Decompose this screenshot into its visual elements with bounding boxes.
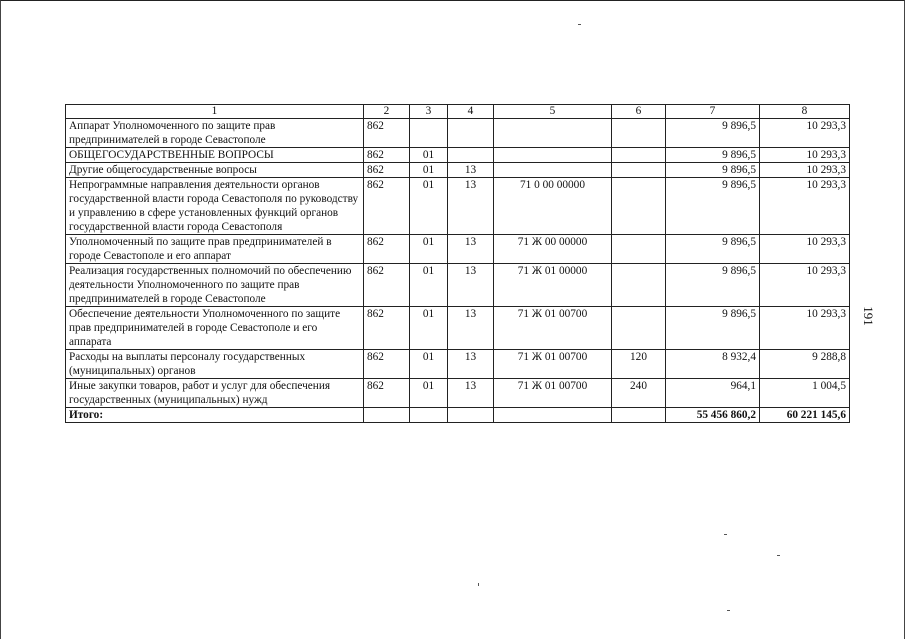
cell-amount-7: 964,1 [666,379,760,408]
cell-section: 01 [410,379,448,408]
cell-target-article: 71 Ж 00 00000 [494,235,612,264]
scan-speck [777,555,780,556]
row-name: Другие общегосударственные вопросы [66,163,364,178]
cell-subsection [448,148,494,163]
cell-expense-type [612,148,666,163]
cell-section [410,119,448,148]
cell-amount-7: 9 896,5 [666,119,760,148]
row-name: Непрограммные направления деятельности органов государственной власти города Севастополя по руководству и управлению в сфере установленных функций органов государственной власти города Севастополя [66,178,364,235]
table-row [66,350,850,379]
cell-ministry-code: 862 [364,350,410,379]
total-label: Итого: [66,408,364,423]
total-row [66,408,850,423]
total-empty-cell [494,408,612,423]
cell-amount-8: 1 004,5 [760,379,850,408]
row-name: Расходы на выплаты персоналу государственных (муниципальных) органов [66,350,364,379]
cell-subsection: 13 [448,307,494,350]
header-cell: 3 [410,105,448,119]
cell-amount-8: 10 293,3 [760,264,850,307]
cell-amount-8: 10 293,3 [760,307,850,350]
cell-target-article: 71 Ж 01 00700 [494,350,612,379]
cell-section: 01 [410,148,448,163]
header-cell: 7 [666,105,760,119]
cell-target-article [494,148,612,163]
table-row [66,148,850,163]
header-cell: 1 [66,105,364,119]
cell-expense-type [612,264,666,307]
cell-amount-7: 9 896,5 [666,264,760,307]
header-cell: 4 [448,105,494,119]
scan-mark [850,0,864,1]
table-row [66,264,850,307]
table-row [66,307,850,350]
cell-expense-type: 240 [612,379,666,408]
row-name: Уполномоченный по защите прав предпринимателей в городе Севастополе и его аппарат [66,235,364,264]
cell-expense-type [612,178,666,235]
cell-section: 01 [410,178,448,235]
table-row [66,379,850,408]
total-empty-cell [612,408,666,423]
header-cell: 5 [494,105,612,119]
table-row [66,178,850,235]
row-name: Реализация государственных полномочий по обеспечению деятельности Уполномоченного по защите прав предпринимателей в городе Севастополе [66,264,364,307]
header-row [66,105,850,119]
cell-target-article: 71 Ж 01 00700 [494,307,612,350]
cell-subsection: 13 [448,178,494,235]
scan-speck [724,534,727,535]
cell-subsection: 13 [448,163,494,178]
cell-ministry-code: 862 [364,307,410,350]
cell-amount-7: 9 896,5 [666,178,760,235]
page-number: 191 [860,306,876,326]
cell-ministry-code: 862 [364,235,410,264]
cell-section: 01 [410,163,448,178]
cell-amount-8: 10 293,3 [760,148,850,163]
cell-amount-7: 8 932,4 [666,350,760,379]
cell-subsection: 13 [448,235,494,264]
table-row [66,163,850,178]
cell-amount-8: 10 293,3 [760,163,850,178]
cell-section: 01 [410,307,448,350]
cell-expense-type [612,235,666,264]
cell-subsection: 13 [448,379,494,408]
cell-ministry-code: 862 [364,163,410,178]
total-empty-cell [410,408,448,423]
row-name: ОБЩЕГОСУДАРСТВЕННЫЕ ВОПРОСЫ [66,148,364,163]
cell-ministry-code: 862 [364,379,410,408]
cell-ministry-code: 862 [364,264,410,307]
total-amount-7: 55 456 860,2 [666,408,760,423]
cell-amount-8: 10 293,3 [760,235,850,264]
total-empty-cell [448,408,494,423]
table-row [66,119,850,148]
cell-target-article [494,163,612,178]
cell-expense-type [612,119,666,148]
cell-amount-8: 10 293,3 [760,119,850,148]
cell-amount-7: 9 896,5 [666,148,760,163]
cell-subsection [448,119,494,148]
total-empty-cell [364,408,410,423]
cell-target-article: 71 Ж 01 00000 [494,264,612,307]
cell-target-article: 71 Ж 01 00700 [494,379,612,408]
cell-expense-type [612,163,666,178]
total-amount-8: 60 221 145,6 [760,408,850,423]
cell-section: 01 [410,264,448,307]
header-cell: 2 [364,105,410,119]
header-cell: 6 [612,105,666,119]
cell-amount-7: 9 896,5 [666,235,760,264]
row-name: Аппарат Уполномоченного по защите прав предпринимателей в городе Севастополе [66,119,364,148]
cell-target-article: 71 0 00 00000 [494,178,612,235]
scan-speck [727,610,730,611]
row-name: Иные закупки товаров, работ и услуг для обеспечения государственных (муниципальных) нужд [66,379,364,408]
cell-subsection: 13 [448,264,494,307]
cell-amount-8: 10 293,3 [760,178,850,235]
cell-section: 01 [410,350,448,379]
cell-ministry-code: 862 [364,119,410,148]
cell-target-article [494,119,612,148]
budget-table [65,104,850,423]
table-row [66,235,850,264]
cell-amount-7: 9 896,5 [666,163,760,178]
row-name: Обеспечение деятельности Уполномоченного по защите прав предпринимателей в городе Севастополе и его аппарата [66,307,364,350]
cell-expense-type [612,307,666,350]
cell-amount-8: 9 288,8 [760,350,850,379]
header-cell: 8 [760,105,850,119]
scan-speck [578,24,581,25]
cell-ministry-code: 862 [364,148,410,163]
cell-subsection: 13 [448,350,494,379]
cell-amount-7: 9 896,5 [666,307,760,350]
scan-speck [478,583,479,586]
cell-section: 01 [410,235,448,264]
cell-expense-type: 120 [612,350,666,379]
cell-ministry-code: 862 [364,178,410,235]
